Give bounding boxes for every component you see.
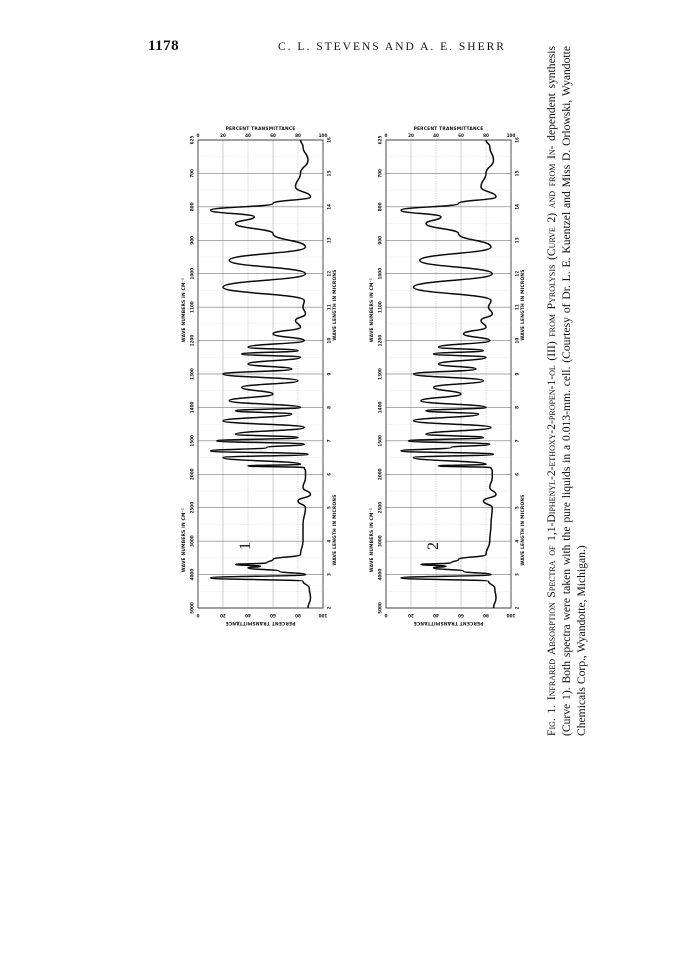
micron-tick: 11 xyxy=(326,304,332,311)
micron-tick: 8 xyxy=(326,405,332,409)
transmittance-tick-top: 100 xyxy=(318,133,328,138)
wavenumber-tick: 800 xyxy=(377,202,383,212)
transmittance-tick-top: 40 xyxy=(245,133,251,138)
micron-tick: 16 xyxy=(326,137,332,143)
page-number: 1178 xyxy=(148,38,180,54)
curve-number-label: 2 xyxy=(425,542,442,550)
transmittance-axis-label-bottom: PERCENT TRANSMITTANCE xyxy=(225,620,296,625)
transmittance-tick-bottom: 0 xyxy=(196,613,200,618)
wavenumber-tick: 2500 xyxy=(377,501,383,514)
transmittance-tick-bottom: 20 xyxy=(220,613,226,618)
transmittance-tick-top: 40 xyxy=(433,133,439,138)
wavenumber-axis-label: WAVE NUMBERS IN CM⁻¹ xyxy=(182,277,187,343)
micron-tick: 2 xyxy=(326,606,332,610)
spectrum-svg-2 xyxy=(356,118,541,630)
spectrum-svg-1 xyxy=(168,118,353,630)
transmittance-tick-bottom: 80 xyxy=(295,613,301,618)
micron-tick: 12 xyxy=(326,270,332,277)
wavenumber-tick: 3000 xyxy=(377,535,383,547)
running-head: C. L. STEVENS AND A. E. SHERR xyxy=(278,41,506,53)
micron-tick: 10 xyxy=(514,337,520,344)
wavenumber-tick: 900 xyxy=(377,235,383,245)
transmittance-tick-bottom: 20 xyxy=(408,613,414,618)
transmittance-tick-top: 80 xyxy=(295,133,301,138)
wavenumber-tick: 1500 xyxy=(377,435,383,447)
wavenumber-tick: 625 xyxy=(377,135,383,145)
transmittance-tick-bottom: 0 xyxy=(384,613,388,618)
transmittance-tick-bottom: 80 xyxy=(483,613,489,618)
transmittance-tick-top: 20 xyxy=(220,133,226,138)
wavenumber-tick: 2500 xyxy=(189,501,195,514)
caption-title: Infrared Absorption Spectra of 1,1-Diphenyl-2-ethoxy-2-propen-1-ol (III) from Pyrolysis (Curve 2) and from In- xyxy=(545,145,558,701)
wavenumber-tick: 4000 xyxy=(377,568,383,581)
spectrum-chart-1 xyxy=(168,118,353,630)
micron-tick: 14 xyxy=(514,203,520,210)
transmittance-tick-bottom: 60 xyxy=(270,613,276,618)
micron-tick: 14 xyxy=(326,203,332,210)
wavenumber-tick: 2000 xyxy=(189,468,195,481)
transmittance-tick-bottom: 100 xyxy=(506,613,516,618)
wavenumber-tick: 700 xyxy=(377,169,383,178)
micron-tick: 5 xyxy=(326,506,332,510)
figure-caption xyxy=(544,46,589,736)
wavenumber-tick: 1400 xyxy=(189,401,195,414)
micron-tick: 6 xyxy=(514,472,520,476)
micron-tick: 6 xyxy=(326,472,332,476)
micron-tick: 7 xyxy=(514,439,520,443)
transmittance-axis-label-top: PERCENT TRANSMITTANCE xyxy=(225,127,296,132)
micron-tick: 5 xyxy=(514,506,520,510)
micron-tick: 2 xyxy=(514,606,520,610)
spectrum-chart-2 xyxy=(356,118,541,630)
transmittance-tick-top: 80 xyxy=(483,133,489,138)
transmittance-tick-top: 60 xyxy=(270,133,276,138)
micron-tick: 4 xyxy=(514,539,520,543)
transmittance-axis-label-bottom: PERCENT TRANSMITTANCE xyxy=(413,620,484,625)
wavenumber-tick: 700 xyxy=(189,169,195,178)
wavenumber-tick: 2000 xyxy=(377,468,383,481)
wavenumber-tick: 1500 xyxy=(189,435,195,447)
wavenumber-axis-label: WAVE NUMBERS IN CM⁻¹ xyxy=(370,507,375,573)
micron-tick: 9 xyxy=(326,372,332,376)
wavenumber-tick: 1300 xyxy=(377,368,383,380)
micron-tick: 15 xyxy=(514,170,520,177)
wavelength-axis-label: WAVE LENGTH IN MICRONS xyxy=(333,494,338,566)
wavenumber-tick: 3000 xyxy=(189,535,195,547)
caption-label: Fig. 1. xyxy=(545,704,558,736)
wavenumber-tick: 1200 xyxy=(189,334,195,347)
transmittance-tick-bottom: 100 xyxy=(318,613,328,618)
wavenumber-tick: 1100 xyxy=(189,301,195,313)
micron-tick: 12 xyxy=(514,270,520,277)
micron-tick: 7 xyxy=(326,439,332,443)
transmittance-tick-bottom: 60 xyxy=(458,613,464,618)
wavenumber-tick: 900 xyxy=(189,235,195,245)
transmittance-tick-bottom: 40 xyxy=(245,613,251,618)
wavenumber-tick: 5000 xyxy=(189,602,195,614)
micron-tick: 13 xyxy=(514,237,520,244)
caption-body: dependent synthesis (Curve 1). Both spectra were taken with the pure liquids in a 0.013-mm. cell. (Courtesy of Dr. L. E. Kuentzel and Miss D. Orlowski, Wyandotte Chemicals Corp., Wyandotte, Michigan.) xyxy=(545,46,588,736)
transmittance-tick-top: 0 xyxy=(384,133,388,138)
transmittance-tick-top: 60 xyxy=(458,133,464,138)
wavenumber-tick: 1300 xyxy=(189,368,195,380)
wavenumber-tick: 1100 xyxy=(377,301,383,313)
wavenumber-axis-label: WAVE NUMBERS IN CM⁻¹ xyxy=(182,507,187,573)
micron-tick: 8 xyxy=(514,405,520,409)
transmittance-tick-top: 20 xyxy=(408,133,414,138)
wavelength-axis-label: WAVE LENGTH IN MICRONS xyxy=(333,269,338,341)
wavenumber-tick: 1400 xyxy=(377,401,383,414)
micron-tick: 3 xyxy=(326,573,332,577)
transmittance-axis-label-top: PERCENT TRANSMITTANCE xyxy=(413,127,484,132)
micron-tick: 15 xyxy=(326,170,332,177)
micron-tick: 4 xyxy=(326,539,332,543)
wavenumber-tick: 1200 xyxy=(377,334,383,347)
micron-tick: 13 xyxy=(326,237,332,244)
wavelength-axis-label: WAVE LENGTH IN MICRONS xyxy=(521,494,526,566)
wavenumber-tick: 5000 xyxy=(377,602,383,614)
wavenumber-tick: 4000 xyxy=(189,568,195,581)
wavenumber-axis-label: WAVE NUMBERS IN CM⁻¹ xyxy=(370,277,375,343)
curve-number-label: 1 xyxy=(237,542,254,550)
transmittance-tick-top: 0 xyxy=(196,133,200,138)
wavenumber-tick: 625 xyxy=(189,135,195,145)
wavenumber-tick: 800 xyxy=(189,202,195,212)
wavenumber-tick: 1000 xyxy=(377,267,383,280)
transmittance-tick-top: 100 xyxy=(506,133,516,138)
micron-tick: 16 xyxy=(514,137,520,143)
micron-tick: 9 xyxy=(514,372,520,376)
wavelength-axis-label: WAVE LENGTH IN MICRONS xyxy=(521,269,526,341)
micron-tick: 11 xyxy=(514,304,520,311)
micron-tick: 3 xyxy=(514,573,520,577)
transmittance-tick-bottom: 40 xyxy=(433,613,439,618)
wavenumber-tick: 1000 xyxy=(189,267,195,280)
micron-tick: 10 xyxy=(326,337,332,344)
